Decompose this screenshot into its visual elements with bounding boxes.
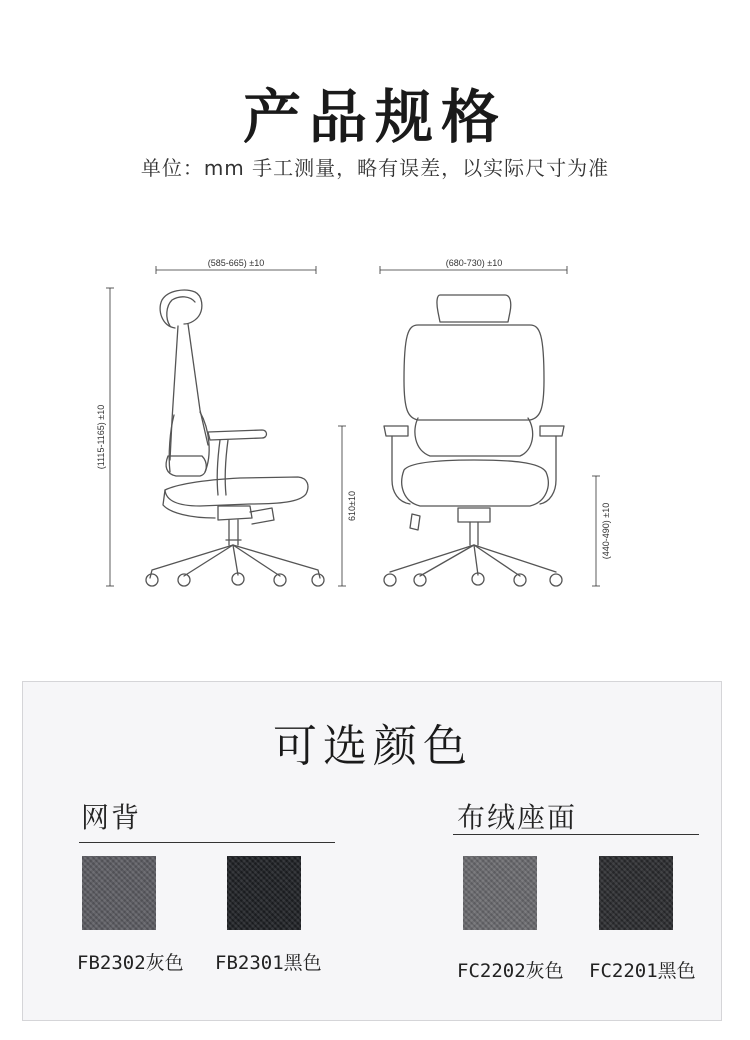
swatch-fc2202[interactable] [463,856,537,930]
page-subtitle: 单位：mm 手工测量，略有误差，以实际尺寸为准 [140,156,610,180]
chair-dimension-diagram [0,240,750,620]
color-options-panel [22,681,722,1021]
color-section-title: 可选颜色 [273,721,473,772]
armrest-height-label: 610±10 [347,491,357,521]
seat-height-label: (440-490) ±10 [601,502,611,560]
swatch-label-fc2202: FC2202灰色 [457,960,564,982]
page-title: 产品规格 [242,83,507,151]
chair-front-view [384,295,564,586]
swatch-fb2302[interactable] [82,856,156,930]
mesh-back-title: 网背 [81,801,142,834]
swatch-label-fc2201: FC2201黑色 [589,960,696,982]
mesh-back-divider [79,842,335,843]
total-height-label: (1115-1165) ±10 [96,404,106,470]
swatch-fb2301[interactable] [227,856,301,930]
swatch-fc2201[interactable] [599,856,673,930]
dimension-lines [106,266,600,586]
side-width-label: (585-665) ±10 [207,258,265,268]
swatch-label-fb2302: FB2302灰色 [77,952,184,974]
chair-side-view [146,290,324,586]
fabric-seat-title: 布绒座面 [457,801,578,834]
swatch-label-fb2301: FB2301黑色 [215,952,322,974]
front-width-label: (680-730) ±10 [445,258,503,268]
fabric-seat-divider [453,834,699,835]
